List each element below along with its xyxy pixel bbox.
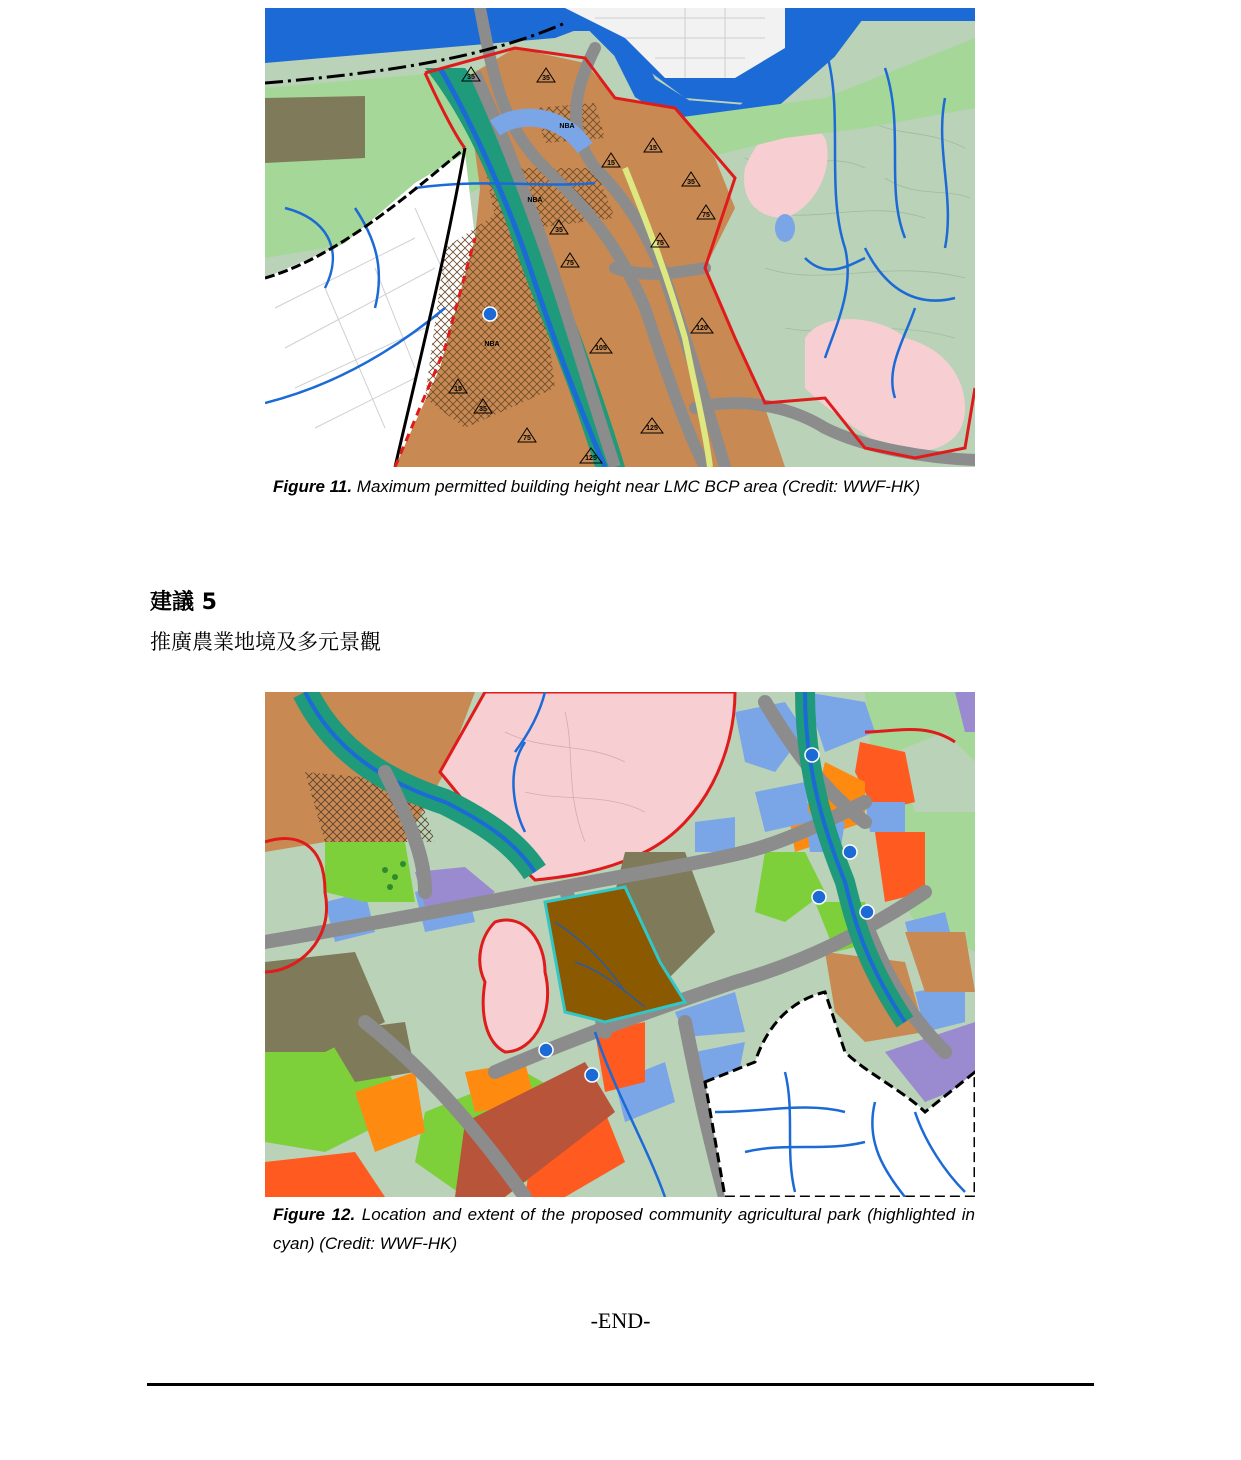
height-marker [537, 68, 555, 82]
svg-text:35: 35 [467, 74, 475, 81]
svg-text:35: 35 [555, 227, 563, 234]
height-marker [561, 253, 579, 267]
figure-12-map [265, 692, 975, 1197]
height-marker [651, 233, 669, 247]
svg-text:75: 75 [656, 240, 664, 247]
height-marker [682, 172, 700, 186]
height-marker [550, 220, 568, 234]
height-markers [265, 8, 975, 467]
svg-text:NBA: NBA [559, 123, 575, 130]
svg-text:125: 125 [646, 425, 658, 432]
svg-text:125: 125 [585, 455, 597, 462]
height-marker [602, 153, 620, 167]
height-marker [697, 205, 715, 219]
height-marker [449, 379, 467, 393]
height-marker [518, 428, 536, 442]
figure-12-label: Figure 12. [273, 1205, 356, 1224]
height-marker [641, 418, 663, 433]
height-marker [691, 318, 713, 333]
svg-text:75: 75 [523, 435, 531, 442]
end-marker: -END- [590, 1308, 651, 1333]
section-subheading: 推廣農業地境及多元景觀 [150, 630, 381, 654]
svg-text:120: 120 [696, 325, 708, 332]
figure-12-caption [273, 1200, 975, 1258]
svg-text:35: 35 [542, 75, 550, 82]
svg-text:105: 105 [595, 345, 607, 352]
svg-text:NBA: NBA [527, 197, 543, 204]
svg-text:75: 75 [702, 212, 710, 219]
svg-text:35: 35 [479, 406, 487, 413]
height-marker [474, 399, 492, 413]
figure-12-caption-text: Location and extent of the proposed community agricultural park (highlighted in cyan) (Credit: WWF-HK) [273, 1205, 975, 1253]
figure-11-label: Figure 11. [273, 477, 353, 496]
height-marker [590, 338, 612, 353]
figure-11-map [265, 8, 975, 467]
nba-label [527, 197, 542, 204]
svg-text:NBA: NBA [484, 341, 500, 348]
svg-text:35: 35 [687, 179, 695, 186]
figure-12-map-graphic [265, 692, 975, 1197]
height-marker [580, 448, 602, 463]
svg-text:15: 15 [454, 386, 462, 393]
svg-text:15: 15 [607, 160, 615, 167]
nba-label [559, 123, 574, 130]
svg-text:75: 75 [566, 260, 574, 267]
horizontal-rule [147, 1383, 1094, 1386]
figure-11-caption-text: Maximum permitted building height near LMC BCP area (Credit: WWF-HK) [356, 477, 921, 496]
height-marker [644, 138, 662, 152]
height-marker [462, 67, 480, 81]
nba-label [484, 341, 499, 348]
figure-11-caption [273, 472, 975, 501]
svg-text:15: 15 [649, 145, 657, 152]
section-heading: 建議 5 [150, 590, 217, 615]
